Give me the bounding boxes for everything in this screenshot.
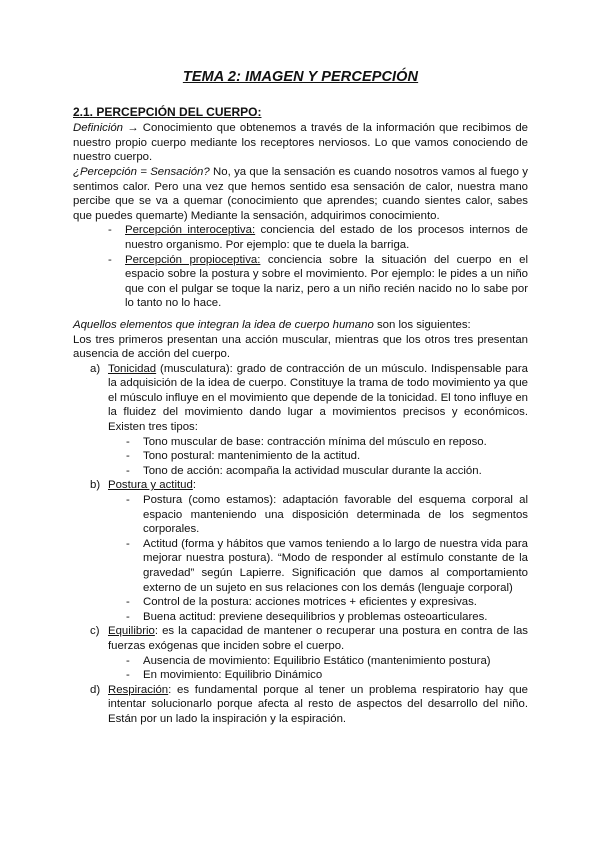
item-text: : es fundamental porque al tener un problema respiratorio hay que intentar solucionarlo porque afecta al resto de aspectos del desarrollo del niño. Están por un lado la inspiración y la espiración. — [108, 683, 528, 725]
list-item: - Tono postural: mantenimiento de la actitud. — [126, 449, 528, 464]
sub-list — [108, 493, 528, 624]
item-text: (musculatura): grado de contracción de un músculo. Indispensable para la adquisición de la idea de cuerpo. Constituye la trama de todo movimiento ya que el músculo influye en el movimiento que depende de la tonicidad. El tono influye en la fluidez del movimiento dando lugar a movimientos precisos y económicos. Existen tres tipos: — [108, 362, 528, 434]
elements-intro — [73, 318, 528, 333]
question-label: ¿Percepción = Sensación? — [73, 165, 210, 178]
section-heading: 2.1. PERCEPCIÓN DEL CUERPO: — [73, 104, 262, 119]
perception-list — [73, 223, 528, 311]
definition-label: Definición → — [73, 122, 139, 135]
list-item: - Control de la postura: acciones motrices + eficientes y expresivas. — [126, 595, 528, 610]
question-text: No, ya que la sensación es cuando nosotros vamos al fuego y sentimos calor. Pero una vez que hemos sentido esa sensación de calor, nuestra mano percibe que se va a quemar (conocimiento que aprendes; cuando sientes calor, sabes que puedes quemarte) Mediante la sensación, adquirimos conocimiento. — [73, 165, 528, 222]
page-title: TEMA 2: IMAGEN Y PERCEPCIÓN — [182, 69, 419, 85]
definition-paragraph — [73, 121, 528, 165]
item-text: : — [192, 479, 197, 492]
perception-text: conciencia sobre la situación del cuerpo en el espacio sobre la postura y sobre el movimiento. Por ejemplo: le pides a un niño que con el pulgar se toque la nariz, pero a un niño recién nacido no lo sabe por lo tanto no lo hace. — [125, 253, 528, 310]
list-item — [108, 223, 528, 252]
item-label: Equilibrio — [108, 625, 155, 638]
sub-list — [108, 654, 528, 683]
perception-text: conciencia del estado de los procesos internos de nuestro organismo. Por ejemplo: que te duela la barriga. — [125, 224, 529, 251]
list-item: - Tono muscular de base: contracción mínima del músculo en reposo. — [126, 435, 528, 450]
list-item — [108, 253, 528, 311]
element-item-postura — [90, 478, 528, 624]
item-label: Respiración — [108, 683, 169, 696]
sub-list — [108, 435, 528, 479]
element-item-tonicidad — [90, 362, 528, 479]
item-marker: c) — [90, 625, 100, 638]
element-item-respiracion — [90, 683, 528, 727]
elements-intro-text: son los siguientes: — [373, 318, 471, 331]
elements-intro-line2: Los tres primeros presentan una acción muscular, mientras que los otros tres presentan ausencia de acción del cuerpo. — [73, 333, 528, 361]
item-label: Postura y actitud — [108, 479, 193, 492]
question-paragraph — [73, 165, 528, 223]
list-item: - Buena actitud: previene desequilibrios y problemas osteoarticulares. — [126, 610, 528, 625]
list-item: - En movimiento: Equilibrio Dinámico — [126, 668, 528, 683]
elements-intro-label: Aquellos elementos que integran la idea de cuerpo humano — [73, 318, 374, 331]
element-item-equilibrio — [90, 624, 528, 682]
perception-label: Percepción propioceptiva: — [125, 253, 261, 266]
list-item: - Actitud (forma y hábitos que vamos teniendo a lo largo de nuestra vida para mejorar nuestra postura). “Modo de responder al estímulo constante de la gravedad” según Lapierre. Significación que damos al comportamiento externo de un sujeto en sus relaciones con los demás (lenguaje corporal) — [126, 537, 528, 595]
elements-list — [73, 362, 528, 727]
document-page — [73, 70, 528, 727]
list-item: - Tono de acción: acompaña la actividad muscular durante la acción. — [126, 464, 528, 479]
definition-text: Conocimiento que obtenemos a través de la información que recibimos de nuestro propio cuerpo mediante los receptores nerviosos. Lo que vamos conociendo de nuestro cuerpo. — [73, 122, 528, 164]
item-marker: d) — [90, 683, 101, 696]
item-marker: b) — [90, 479, 101, 492]
list-item: - Ausencia de movimiento: Equilibrio Estático (mantenimiento postura) — [126, 654, 528, 669]
list-item: - Postura (como estamos): adaptación favorable del esquema corporal al espacio manteniendo una disposición determinada de los segmentos corporales. — [126, 493, 528, 537]
item-marker: a) — [90, 362, 101, 375]
item-text: : es la capacidad de mantener o recuperar una postura en contra de las fuerzas exógenas que inciden sobre el cuerpo. — [108, 625, 528, 652]
perception-label: Percepción interoceptiva: — [125, 224, 256, 237]
item-label: Tonicidad — [108, 362, 157, 375]
